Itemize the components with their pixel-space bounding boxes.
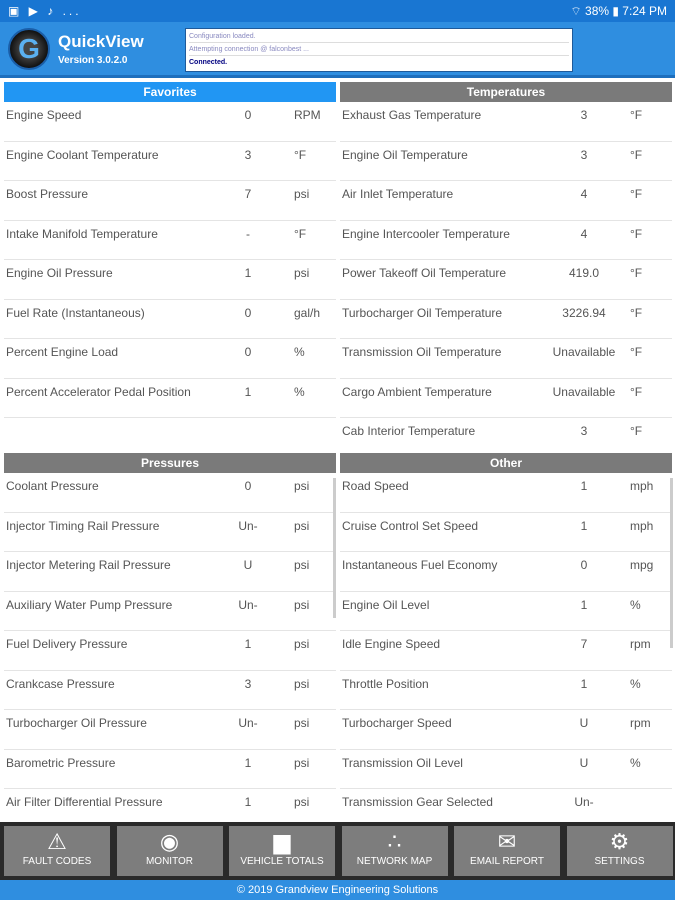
- table-row[interactable]: [340, 671, 672, 711]
- parameter-name: Injector Metering Rail Pressure: [6, 558, 171, 572]
- parameter-name: Turbocharger Oil Temperature: [342, 305, 503, 320]
- table-row[interactable]: [340, 260, 672, 300]
- table-row[interactable]: [4, 418, 336, 458]
- button-label: SETTINGS: [594, 856, 645, 867]
- parameter-name: Injector Timing Rail Pressure: [6, 518, 160, 533]
- parameter-value: 0: [244, 479, 252, 493]
- parameter-name: Crankcase Pressure: [6, 676, 115, 691]
- parameter-name: Intake Manifold Temperature: [6, 226, 158, 241]
- parameter-unit: psi: [294, 518, 310, 533]
- parameter-name: Air Filter Differential Pressure: [6, 795, 163, 809]
- parameter-value: 4: [580, 187, 588, 201]
- button-label: FAULT CODES: [22, 856, 92, 867]
- button-label: NETWORK MAP: [356, 856, 433, 867]
- parameter-unit: mph: [630, 479, 654, 493]
- parameter-name: Engine Intercooler Temperature: [342, 226, 510, 241]
- parameter-unit: rpm: [630, 716, 651, 730]
- system-status: ⌔ 38% ▮ 7:24 PM: [570, 4, 667, 18]
- copyright-footer: © 2019 Grandview Engineering Solutions: [0, 880, 675, 900]
- parameter-unit: °F: [630, 108, 643, 122]
- log-line: Connected.: [189, 59, 228, 66]
- parameter-value: 4: [580, 226, 588, 241]
- table-row[interactable]: [4, 379, 336, 419]
- table-row[interactable]: [340, 300, 672, 340]
- parameter-unit: %: [294, 384, 305, 399]
- parameter-name: Percent Accelerator Pedal Position: [6, 384, 191, 399]
- parameter-value: 0: [580, 558, 588, 572]
- parameter-name: Transmission Oil Level: [342, 755, 463, 770]
- parameter-name: Throttle Position: [342, 676, 429, 691]
- table-row[interactable]: [4, 300, 336, 340]
- parameter-name: Percent Engine Load: [6, 345, 119, 359]
- parameter-value: 7: [580, 637, 588, 651]
- parameter-name: Cargo Ambient Temperature: [342, 384, 492, 399]
- parameter-value: 3226.94: [562, 305, 606, 320]
- other-header: Other: [340, 453, 672, 473]
- parameter-unit: °F: [294, 147, 307, 162]
- table-row[interactable]: [4, 671, 336, 711]
- pressures-scrollbar[interactable]: [333, 478, 336, 618]
- parameter-unit: psi: [294, 795, 310, 809]
- table-row[interactable]: [4, 513, 336, 553]
- bottom-nav: [0, 822, 675, 880]
- app-title: QuickView: [58, 32, 144, 51]
- parameter-value: Unavailable: [552, 384, 616, 399]
- parameter-name: Power Takeoff Oil Temperature: [342, 266, 507, 280]
- parameter-value: 0: [244, 108, 252, 122]
- parameter-unit: psi: [294, 676, 310, 691]
- app-version: Version 3.0.2.0: [58, 55, 128, 66]
- parameter-unit: °F: [630, 424, 643, 438]
- parameter-value: U: [243, 558, 253, 572]
- parameter-unit: °F: [630, 226, 643, 241]
- table-row[interactable]: [4, 592, 336, 632]
- parameter-unit: °F: [630, 305, 643, 320]
- parameter-value: 0: [244, 305, 252, 320]
- parameter-value: 1: [244, 637, 252, 651]
- parameter-unit: %: [630, 676, 641, 691]
- parameter-value: 0: [244, 345, 252, 359]
- table-row[interactable]: [340, 221, 672, 261]
- network-icon: ∴: [387, 829, 402, 854]
- parameter-value: 1: [580, 597, 588, 612]
- table-row[interactable]: [340, 513, 672, 553]
- table-row[interactable]: [340, 631, 672, 671]
- table-row[interactable]: [4, 181, 336, 221]
- fault-codes-button[interactable]: [4, 826, 110, 876]
- parameter-unit: RPM: [294, 108, 321, 122]
- truck-icon: ▆: [273, 829, 291, 854]
- parameter-name: Exhaust Gas Temperature: [342, 108, 482, 122]
- parameter-value: Un-: [238, 716, 258, 730]
- table-row[interactable]: [4, 473, 336, 513]
- parameter-name: Coolant Pressure: [6, 479, 99, 493]
- parameter-unit: psi: [294, 755, 310, 770]
- parameter-value: 1: [580, 479, 588, 493]
- table-row[interactable]: [4, 102, 336, 142]
- parameter-name: Instantaneous Fuel Economy: [342, 558, 498, 572]
- parameter-unit: %: [630, 597, 641, 612]
- button-label: MONITOR: [145, 856, 194, 867]
- parameter-value: Unavailable: [552, 345, 616, 359]
- parameter-value: 3: [580, 424, 588, 438]
- parameter-value: U: [579, 716, 589, 730]
- parameter-value: 1: [244, 795, 252, 809]
- parameter-unit: rpm: [630, 637, 651, 651]
- warning-icon: ⚠: [47, 829, 67, 854]
- table-row[interactable]: [4, 552, 336, 592]
- other-panel: [340, 453, 672, 829]
- settings-button[interactable]: [567, 826, 673, 876]
- parameter-name: Engine Speed: [6, 108, 82, 122]
- parameter-unit: °F: [294, 226, 307, 241]
- parameter-value: 3: [244, 676, 252, 691]
- vehicle-totals-button[interactable]: [229, 826, 335, 876]
- parameter-value: 1: [244, 755, 252, 770]
- connection-log[interactable]: [185, 28, 573, 72]
- parameter-value: -: [246, 226, 250, 241]
- table-row[interactable]: [340, 552, 672, 592]
- parameter-unit: psi: [294, 558, 310, 572]
- table-row[interactable]: [4, 750, 336, 790]
- email-report-button[interactable]: [454, 826, 560, 876]
- parameter-value: 1: [244, 266, 252, 280]
- parameter-name: Road Speed: [342, 479, 409, 493]
- parameter-unit: psi: [294, 479, 310, 493]
- table-row[interactable]: [340, 339, 672, 379]
- parameter-name: Transmission Gear Selected: [342, 795, 493, 809]
- parameter-value: 7: [244, 187, 252, 201]
- monitor-button[interactable]: [117, 826, 223, 876]
- pressures-header: Pressures: [4, 453, 336, 473]
- network-map-button[interactable]: [342, 826, 448, 876]
- parameter-value: U: [579, 755, 589, 770]
- parameter-unit: %: [294, 345, 305, 359]
- status-bar: [0, 0, 675, 22]
- parameter-name: Fuel Delivery Pressure: [6, 637, 128, 651]
- table-row[interactable]: [340, 473, 672, 513]
- app-logo: G: [8, 28, 50, 70]
- parameter-value: Un-: [574, 795, 594, 809]
- log-line: Attempting connection @ falconbest ...: [189, 43, 569, 56]
- table-row[interactable]: [340, 418, 672, 458]
- table-row[interactable]: [340, 592, 672, 632]
- parameter-unit: psi: [294, 716, 310, 730]
- gear-icon: ⚙: [609, 829, 630, 854]
- parameter-name: Air Inlet Temperature: [342, 187, 454, 201]
- envelope-icon: ✉: [497, 829, 517, 854]
- parameter-name: Transmission Oil Temperature: [342, 345, 502, 359]
- parameter-unit: °F: [630, 384, 643, 399]
- table-row[interactable]: [4, 631, 336, 671]
- table-row[interactable]: [340, 181, 672, 221]
- parameter-name: Engine Oil Level: [342, 597, 430, 612]
- app-header: [0, 22, 675, 78]
- table-row[interactable]: [4, 710, 336, 750]
- parameter-name: Fuel Rate (Instantaneous): [6, 305, 145, 320]
- table-row[interactable]: [4, 260, 336, 300]
- parameter-name: Cruise Control Set Speed: [342, 518, 479, 533]
- table-row[interactable]: [4, 221, 336, 261]
- pressures-panel: [4, 453, 336, 829]
- parameter-name: Boost Pressure: [6, 187, 89, 201]
- other-scrollbar[interactable]: [670, 478, 673, 648]
- parameter-unit: °F: [630, 187, 643, 201]
- button-label: EMAIL REPORT: [470, 856, 544, 867]
- parameter-value: Un-: [238, 597, 258, 612]
- parameter-value: Un-: [238, 518, 258, 533]
- parameter-unit: psi: [294, 266, 310, 280]
- parameter-name: Engine Oil Pressure: [6, 266, 113, 280]
- parameter-name: Engine Oil Temperature: [342, 147, 468, 162]
- parameter-unit: °F: [630, 345, 643, 359]
- parameter-value: 3: [580, 147, 588, 162]
- parameter-name: Barometric Pressure: [6, 755, 116, 770]
- parameter-name: Idle Engine Speed: [342, 637, 441, 651]
- parameter-name: Auxiliary Water Pump Pressure: [6, 597, 173, 612]
- parameter-unit: psi: [294, 187, 310, 201]
- table-row[interactable]: [340, 750, 672, 790]
- parameter-unit: °F: [630, 266, 643, 280]
- parameter-unit: mph: [630, 518, 654, 533]
- parameter-unit: gal/h: [294, 305, 321, 320]
- temperatures-header: Temperatures: [340, 82, 672, 102]
- eye-icon: ◉: [159, 829, 180, 854]
- parameter-unit: °F: [630, 147, 643, 162]
- parameter-unit: psi: [294, 637, 310, 651]
- parameter-value: 1: [580, 518, 588, 533]
- button-label: VEHICLE TOTALS: [240, 856, 324, 867]
- parameter-name: Turbocharger Speed: [342, 716, 452, 730]
- parameter-unit: %: [630, 755, 641, 770]
- favorites-panel: [4, 82, 336, 458]
- favorites-header: Favorites: [4, 82, 336, 102]
- parameter-unit: psi: [294, 597, 310, 612]
- table-row[interactable]: [4, 142, 336, 182]
- table-row[interactable]: [4, 339, 336, 379]
- parameter-value: 1: [580, 676, 588, 691]
- table-row[interactable]: [340, 379, 672, 419]
- parameter-name: Engine Coolant Temperature: [6, 147, 159, 162]
- parameter-value: 1: [244, 384, 252, 399]
- log-line: Configuration loaded.: [189, 30, 569, 43]
- parameter-value: 419.0: [568, 266, 600, 280]
- table-row[interactable]: [340, 142, 672, 182]
- parameter-value: 3: [580, 108, 588, 122]
- parameter-unit: mpg: [630, 558, 654, 572]
- parameter-name: Turbocharger Oil Pressure: [6, 716, 147, 730]
- table-row[interactable]: [340, 102, 672, 142]
- temperatures-panel: [340, 82, 672, 458]
- parameter-name: Cab Interior Temperature: [342, 424, 476, 438]
- parameter-value: 3: [244, 147, 252, 162]
- table-row[interactable]: [340, 710, 672, 750]
- notification-icons: ▣ ▶ ♪ ...: [8, 4, 82, 18]
